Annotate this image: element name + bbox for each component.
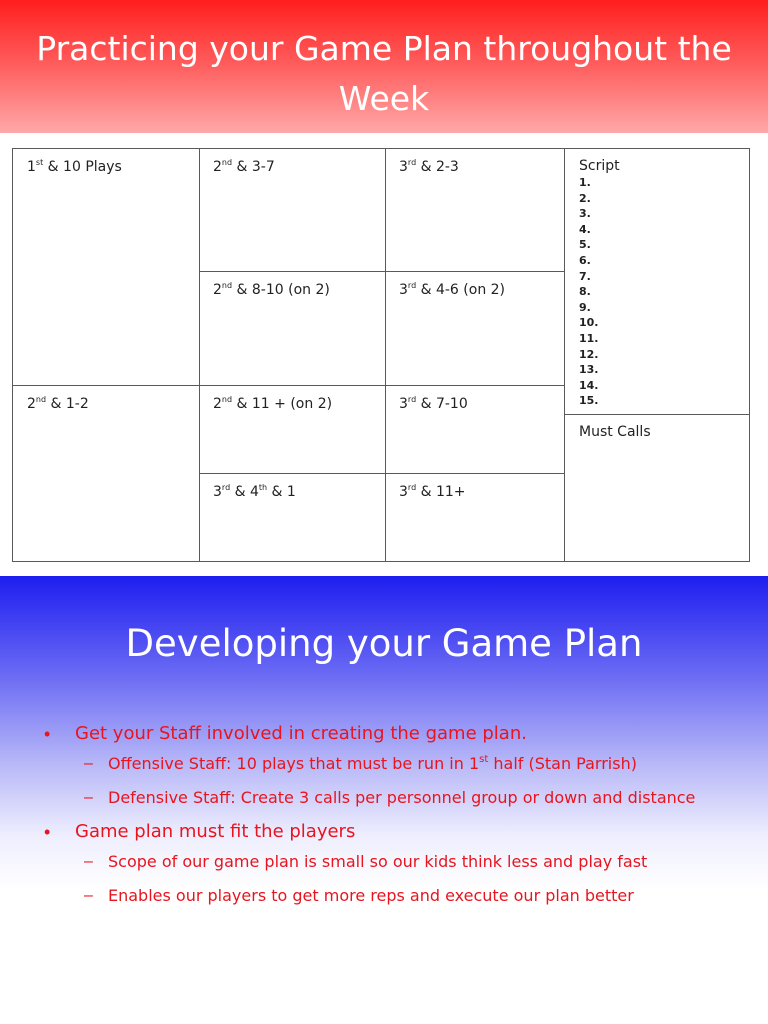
script-item: 9. xyxy=(579,300,591,314)
sub-bullet-item xyxy=(75,784,730,812)
sub-bullet-superscript: st xyxy=(479,754,489,765)
cell-second-8-10: 2nd & 8-10 (on 2) xyxy=(213,281,330,298)
bullet-marker: • xyxy=(44,724,51,744)
slide-developing-game-plan xyxy=(0,576,768,1024)
script-item: 13. xyxy=(579,363,599,377)
slide1-title: Practicing your Game Plan throughout the Week xyxy=(36,29,732,118)
table-divider xyxy=(199,473,564,474)
bullet-item xyxy=(40,818,730,910)
sub-bullet-text xyxy=(108,886,634,905)
cell-third-11-plus: 3rd & 11+ xyxy=(399,483,466,500)
sub-bullet-list xyxy=(75,848,730,910)
script-item: 4. xyxy=(579,222,591,236)
script-item: 10. xyxy=(579,316,599,330)
script-item: 7. xyxy=(579,269,591,283)
cell-second-3-7: 2nd & 3-7 xyxy=(213,158,275,175)
table-divider xyxy=(199,149,200,561)
cell-third-2-3: 3rd & 2-3 xyxy=(399,158,459,175)
sub-bullet-list xyxy=(75,750,730,812)
slide1-header-banner xyxy=(0,0,768,133)
cell-third-and-4th-and-1: 3rd & 4th & 1 xyxy=(213,483,296,500)
sub-bullet-text xyxy=(108,852,647,871)
sub-bullet-text xyxy=(108,754,637,773)
script-item: 2. xyxy=(579,191,591,205)
sub-bullet-marker: – xyxy=(84,755,93,772)
sub-bullet-item xyxy=(75,882,730,910)
cell-first-and-10-plays: 1st & 10 Plays xyxy=(27,158,122,175)
script-item: 8. xyxy=(579,285,591,299)
table-divider xyxy=(385,149,386,561)
sub-bullet-item xyxy=(75,750,730,778)
sub-bullet-text xyxy=(108,788,695,807)
script-item: 11. xyxy=(579,331,599,345)
sub-bullet-marker: – xyxy=(84,887,93,904)
bullet-marker: • xyxy=(44,822,51,842)
must-calls-label: Must Calls xyxy=(579,424,651,440)
script-item: 15. xyxy=(579,394,599,408)
script-item: 5. xyxy=(579,238,591,252)
sub-bullet-item xyxy=(75,848,730,876)
cell-second-11-plus: 2nd & 11 + (on 2) xyxy=(213,395,333,412)
game-plan-table xyxy=(12,148,750,562)
table-divider xyxy=(564,149,565,561)
table-divider xyxy=(13,385,564,386)
bullet-list xyxy=(40,720,730,916)
sub-bullet-text-part: Enables our players to get more reps and execute our plan better xyxy=(108,886,634,905)
script-item: 12. xyxy=(579,347,599,361)
script-item: 1. xyxy=(579,176,591,189)
sub-bullet-text-part: half (Stan Parrish) xyxy=(488,754,637,773)
slide2-title: Developing your Game Plan xyxy=(125,622,643,665)
sub-bullet-marker: – xyxy=(84,853,93,870)
script-list xyxy=(579,175,599,409)
cell-third-4-6: 3rd & 4-6 (on 2) xyxy=(399,281,506,298)
sub-bullet-marker: – xyxy=(84,789,93,806)
script-item: 3. xyxy=(579,207,591,221)
script-item: 14. xyxy=(579,378,599,392)
sub-bullet-text-part: Scope of our game plan is small so our kids think less and play fast xyxy=(108,852,648,871)
sub-bullet-text-part: Defensive Staff: Create 3 calls per personnel group or down and distance xyxy=(108,788,696,807)
bullet-item xyxy=(40,720,730,812)
script-item: 6. xyxy=(579,253,591,267)
script-heading: Script xyxy=(579,158,620,174)
bullet-text: Get your Staff involved in creating the game plan. xyxy=(75,723,527,744)
table-divider xyxy=(199,271,564,272)
table-divider xyxy=(564,414,750,415)
cell-third-7-10: 3rd & 7-10 xyxy=(399,395,468,412)
sub-bullet-text-part: Offensive Staff: 10 plays that must be run in 1 xyxy=(108,754,480,773)
cell-second-1-2: 2nd & 1-2 xyxy=(27,395,89,412)
bullet-text: Game plan must fit the players xyxy=(75,821,356,842)
